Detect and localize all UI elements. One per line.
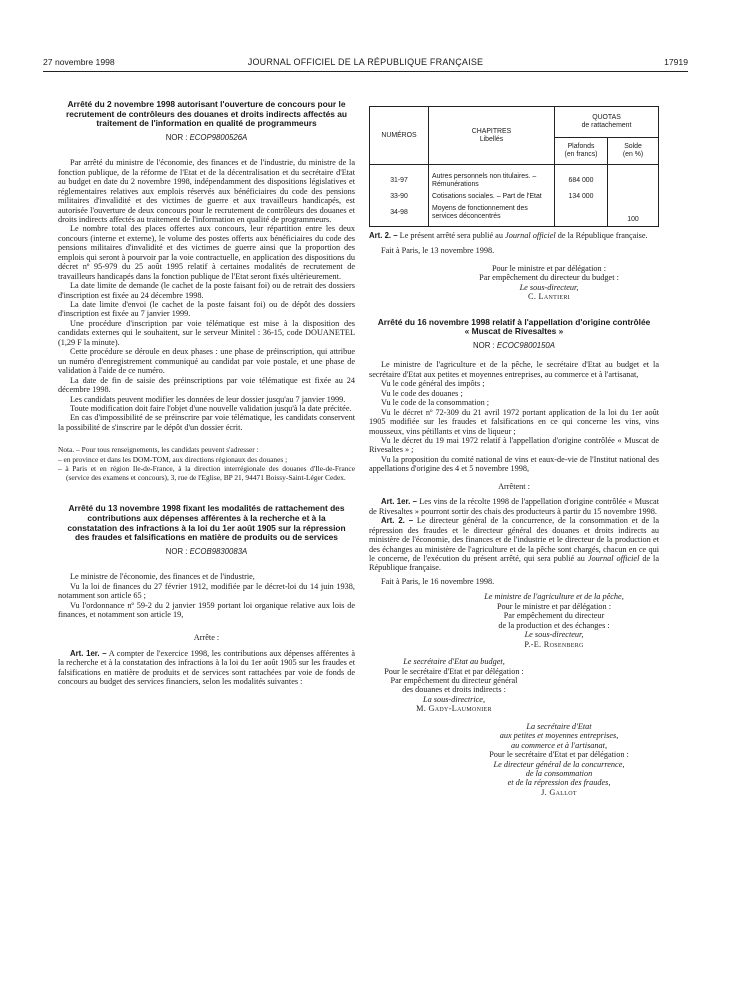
signature-block-agriculture: Le ministre de l'agriculture et de la pêche, Pour le ministre et par délégation : Par empêchement du directeur de la production et des échanges : Le sous-directeur, P.-E. Rosenberg <box>449 592 659 649</box>
note-intro: Nota. – Pour tous renseignements, les candidats peuvent s'adresser : <box>58 445 259 455</box>
col-header-plafonds: Plafonds (en francs) <box>555 138 608 165</box>
note-item: – en province et dans les DOM-TOM, aux directions régionaux des douanes ; <box>58 454 288 464</box>
arrete-1-para: Une procédure d'inscription par voie télématique est mise à la disposition des candidats externes qui le souhaitent, sur le serveur Minitel : 36-15, code DOUANETEL (1,29 F la minute). <box>58 318 355 347</box>
arrete-1-title: Arrêté du 2 novembre 1998 autorisant l'ouverture de concours pour le recrutement de contrôleurs des douanes et droits indirects affectés au traitement de l'information en qualité de programmeurs <box>65 99 348 129</box>
arrete-1-para: Par arrêté du ministre de l'économie, des finances et de l'industrie, du ministre de la fonction publique, de la réforme de l'Etat et de la décentralisation et du secrétaire d'Etat au budget en date du 2 novembre 1998, indépendamment des dispositions législatives et réglementaires relatives aux emplois réservés aux bénéficiaires du code des pensions militaires d'invalidité et des victimes de guerre et aux travailleurs handicapés, est autorisée l'ouverture de deux concours pour le recrutement de contrôleurs des douanes et droits indirects affectés au traitement de l'information en qualité de programmeurs. <box>58 158 355 224</box>
left-column <box>58 86 355 687</box>
header-rule <box>43 71 688 72</box>
arrete-1-para: Les candidats peuvent modifier les données de leur dossier jusqu'au 7 janvier 1999. <box>70 394 346 404</box>
arrete-3-para: Vu le décret du 19 mai 1972 relatif à l'appellation d'origine contrôlée « Muscat de Rivesaltes » ; <box>369 435 659 455</box>
arrete-3-para: Le ministre de l'agriculture et de la pêche, le secrétaire d'Etat au budget et la secrétaire d'Etat aux petites et moyennes entreprises, au commerce et à l'artisanat, <box>369 360 659 379</box>
arrete-3-para: Vu la proposition du comité national de vins et eaux-de-vie de l'Institut national des appellations d'origine des 4 et 5 novembre 1998, <box>369 454 659 474</box>
signatory-name: P.-E. Rosenberg <box>524 639 584 649</box>
signatory-name: M. Gady-Laumonier <box>416 704 492 714</box>
signature-block-budget: Le secrétaire d'Etat au budget, Pour le secrétaire d'Etat et par délégation : Par empêchement du directeur général des douanes et droits indirects : La sous-directrice, M. Gady-Laumonier <box>369 657 539 714</box>
arrete-3-para: Vu le code de la consommation ; <box>381 398 490 408</box>
arrete-3-article-2: Art. 2. – Le directeur général de la concurrence, de la consommation et de la répression des fraudes et le directeur général des douanes et droits indirects au ministère de l'économie, des finances et de l'industrie et le directeur de la production et des échanges au ministère de l'agriculture et de la pêche sont chargés, chacun en ce qui le concerne, de l'exécution du présent arrêté, qui sera publié au Journal officiel de la République française. <box>369 516 660 573</box>
fait-a-paris-2: Fait à Paris, le 16 novembre 1998. <box>381 576 495 586</box>
arrete-1-para: La date de fin de saisie des préinscriptions par voie télématique est fixée au 24 décembre 1998. <box>58 375 355 395</box>
arrete-3-para: Vu le décret nº 72-309 du 21 avril 1972 portant application de la loi du 1er août 1905 modifiée sur les fraudes et falsifications en ce qui concerne les vins, vins mousseux, vins pétillants et vins de liqueur ; <box>369 407 659 436</box>
note-item: – à Paris et en région Ile-de-France, à la direction interrégionale des douanes d'Ile-de-France (service des examens et concours), 3, rue de l'Eglise, BP 21, 94471 Boissy-Saint-Léger Cedex. <box>58 464 355 482</box>
arrete-3-article-1: Art. 1er. – Les vins de la récolte 1998 de l'appellation d'origine contrôlée « Muscat de Rivesaltes » pourront sortir des chais des producteurs à partir du 15 novembre 1998. <box>369 497 659 516</box>
arrete-2-title: Arrêté du 13 novembre 1998 fixant les modalités de rattachement des contributions aux dépenses afférentes à la recherche et à la constatation des infractions à la loi du 1er août 1905 sur la répression des fraudes et falsifications en matière de produits ou de services <box>67 503 346 543</box>
arrete-1-para: Toute modification doit faire l'objet d'une nouvelle validation jusqu'à la date précitée. <box>70 404 352 414</box>
arrete-2-para: Vu l'ordonnance nº 59-2 du 2 janvier 1959 portant loi organique relative aux lois de finances, et notamment son article 19, <box>58 600 355 620</box>
arrete-2-arrete-label: Arrête : <box>193 633 220 643</box>
arrete-2-para: Le ministre de l'économie, des finances et de l'industrie, <box>70 572 255 582</box>
table-row: 34-98 Moyens de fonctionnement des services déconcentrés 100 <box>370 203 659 227</box>
article-2: Art. 2. – Le présent arrêté sera publié au Journal officiel de la République française. <box>369 231 648 240</box>
col-header-solde: Solde (en %) <box>608 138 659 165</box>
arrete-1-para: Le nombre total des places offertes aux concours, leur répartition entre les deux concours (interne et externe), le volume des postes offerts aux bénéficiaires du code des pensions militaires d'invalidité et des victimes de guerre ainsi que la proportion des emplois qui seront à pourvoir par la voie contractuelle, en application des dispositions du décret nº 95-979 du 25 août 1995 relatif à certaines modalités de recrutement de travailleurs handicapés dans la fonction publique de l'Etat seront fixés ultérieurement. <box>58 224 355 281</box>
fait-a-paris-1: Fait à Paris, le 13 novembre 1998. <box>381 246 495 256</box>
col-header-numeros: NUMÉROS <box>370 107 429 165</box>
signatory-name: C. Lantieri <box>528 292 570 302</box>
arrete-3-body <box>369 360 659 473</box>
quotas-table <box>369 106 659 227</box>
table-row: 31-97 Autres personnels non titulaires. – Rémunérations 684 000 <box>370 165 659 192</box>
arrete-1-para: La date limite de demande (le cachet de la poste faisant foi) ou de retrait des dossiers d'inscription est fixée au 24 décembre 1998. <box>58 281 355 300</box>
page-header <box>43 57 688 71</box>
table-row: 33-90 Cotisations sociales. – Part de l'Etat 134 000 <box>370 191 659 203</box>
arrete-3-para: Vu le code général des impôts ; <box>381 379 485 389</box>
signature-block-pme: La secrétaire d'Etat aux petites et moyennes entreprises, au commerce et à l'artisanat, Pour le secrétaire d'Etat et par délégation : Le directeur général de la concurrence, de la consommation et de la répression des fraudes, J. Gallot <box>459 722 659 798</box>
header-date: 27 novembre 1998 <box>43 57 115 67</box>
col-header-chapitres: CHAPITRES Libellés <box>429 107 555 165</box>
arrete-2-nor: NOR : ECOB9830083A <box>165 546 248 556</box>
arrete-3-arretent: Arrêtent : <box>498 481 530 491</box>
arrete-2-nor-code: ECOB9830083A <box>189 546 248 556</box>
right-column <box>369 86 659 797</box>
arrete-1-nor: NOR : ECOP9800526A <box>165 132 248 142</box>
signatory-name: J. Gallot <box>541 787 577 797</box>
arrete-1-body <box>58 158 355 432</box>
arrete-1-para: La date limite d'envoi (le cachet de la poste faisant foi) ou de dépôt des dossiers d'inscription est fixée au 7 janvier 1999. <box>58 300 355 319</box>
header-journal-title: JOURNAL OFFICIEL DE LA RÉPUBLIQUE FRANÇAISE <box>247 57 484 67</box>
arrete-2-article-1: Art. 1er. – A compter de l'exercice 1998, les contributions aux dépenses afférentes à la recherche et à la constatation des infractions à la loi du 1er août 1905 sur les fraudes et falsifications en matière de produits et de services sont rattachées par voie de fonds de concours au budget des services financiers, selon les modalités suivantes : <box>58 648 356 687</box>
arrete-3-nor: NOR : ECOC9800150A <box>473 340 555 350</box>
header-page-number: 17919 <box>664 57 688 67</box>
arrete-1-para: En cas d'impossibilité de se préinscrire par voie télématique, les candidats conservent la possibilité de s'inscrire par le dépôt d'un dossier écrit. <box>58 413 355 432</box>
col-header-quotas: QUOTAS de rattachement <box>555 107 659 138</box>
arrete-1-para: Cette procédure se déroule en deux phases : une phase de préinscription, qui attribue un numéro d'enregistrement communiqué au candidat par voie postale, et une phase de validation à l'aide de ce numéro. <box>58 347 355 376</box>
arrete-3-nor-code: ECOC9800150A <box>496 340 555 350</box>
arrete-3-title: Arrêté du 16 novembre 1998 relatif à l'appellation d'origine contrôlée « Muscat de Rivesaltes » <box>377 316 651 337</box>
arrete-1-nor-code: ECOP9800526A <box>189 132 248 142</box>
arrete-3-para: Vu le code des douanes ; <box>381 388 463 398</box>
signature-block-1: Pour le ministre et par délégation : Par empêchement du directeur du budget : Le sous-directeur, C. Lantieri <box>439 264 659 302</box>
arrete-1-note <box>58 446 355 482</box>
arrete-2-para: Vu la loi de finances du 27 février 1912, modifiée par le décret-loi du 14 juin 1938, notamment son article 65 ; <box>58 581 355 601</box>
